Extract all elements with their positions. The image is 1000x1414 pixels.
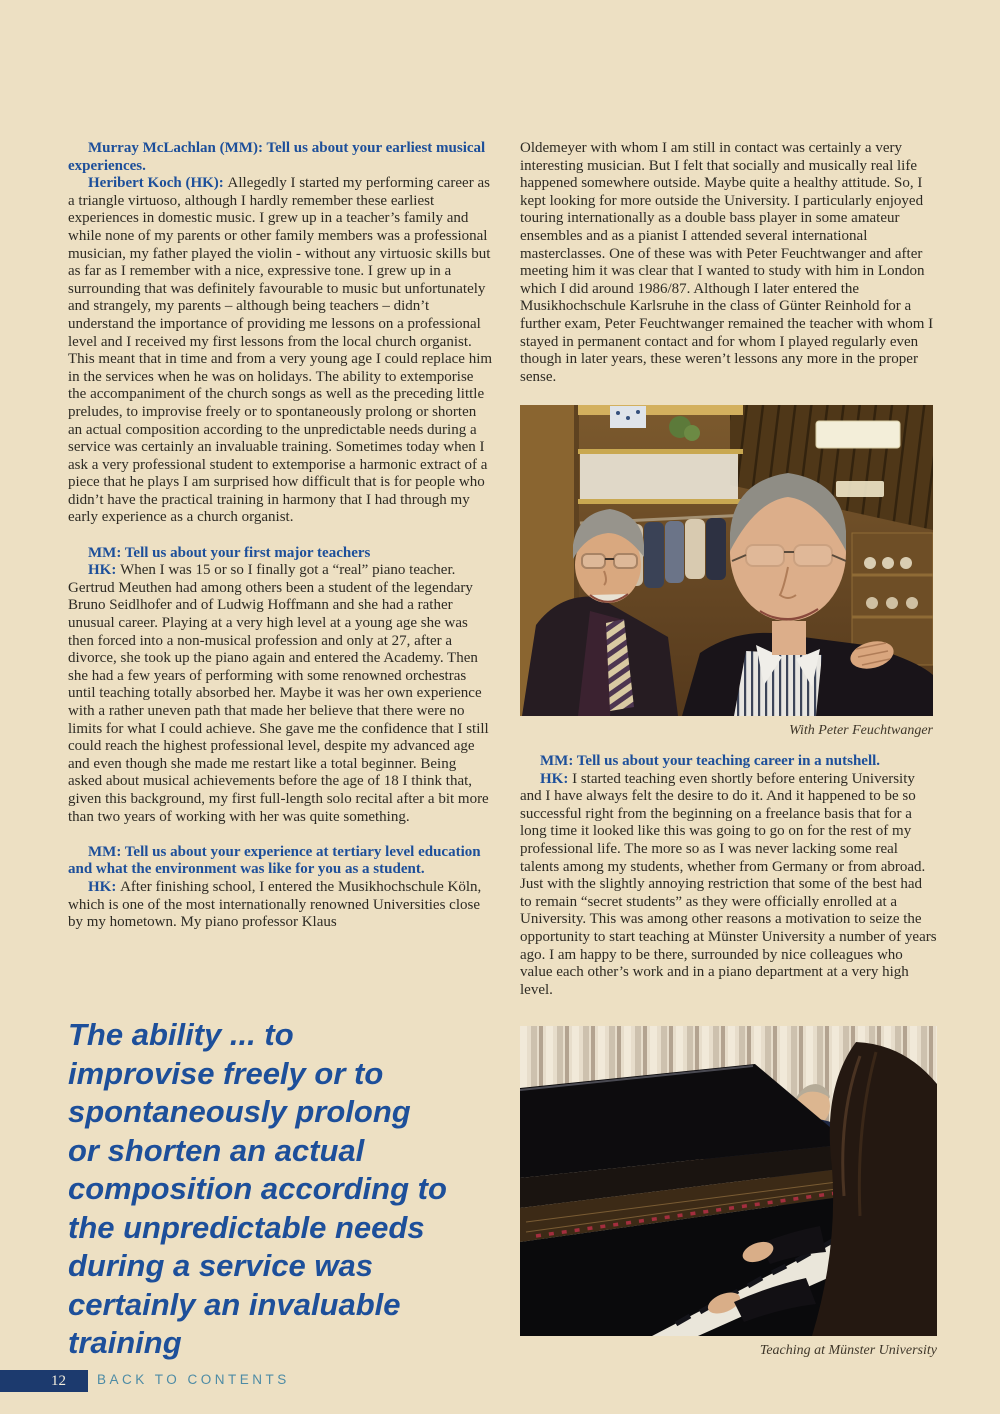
pull-quote-line: The ability ... to [68, 1017, 294, 1052]
back-to-contents-link[interactable]: BACK TO CONTENTS [97, 1372, 290, 1387]
interview-answer: Heribert Koch (HK): Allegedly I started my performing career as a triangle virtuoso, although I hardly remember these earliest experiences in domestic music. I grew up in a teacher’s family and while none of my parents or other family members was a professional musician, my father played the violin - without any virtuosic skills but as far as I remember with a nice, expressive tone. I grew up in a surrounding that was definitely favourable to music but unfortunately and strangely, my parents – although being teachers – didn’t understand the importance of providing me lessons on a professional level and I received my first lessons from the local church organist. This meant that in time and from a very young age I could replace him in the services when he was on holidays. The ability to extemporise the accompaniment of the church songs as well as the preceding little preludes, to improvise freely or to spontaneously prolong or shorten an actual composition according to the unpredictable needs during a service was certainly an invaluable training. Sometimes today when I ask a very professional student to extemporise a harmonic extract of a piece that he plays I am surprised how difficult that is for people who didn’t have the practical training in harmony that I had through my early experience as a church organist. [68, 175, 493, 526]
speaker-label: HK: [88, 878, 121, 895]
speaker-label: HK: [540, 770, 573, 787]
interview-question: MM: Tell us about your first major teachers [88, 544, 371, 561]
speaker-label: MM: [540, 753, 577, 769]
ceiling-light-panel [816, 421, 900, 448]
interview-answer: HK: I started teaching even shortly before entering University and I have always felt the desire to do it. And it happened to be so successful right from the beginning on a freelance basis that for a long time it looked like this was going to go on for the rest of my professional life. The more so as I was never lacking some real talents among my students, whether from Germany or from abroad. Just with the slightly annoying restriction that some of the best had to remain “secret students” as they were officially enrolled at a University. This was among other reasons a motivation to seize the opportunity to start teaching at Münster University a number of years ago. I am happy to be there, surrounded by nice colleagues who value each other’s work and in a piano department at a very high level. [520, 770, 937, 998]
interview-question: Murray McLachlan (MM): Tell us about your earliest musical experiences. [68, 140, 486, 174]
interview-answer: HK: After finishing school, I entered the Musikhochschule Köln, which is one of the most internationally renowned Universities close by my hometown. My piano professor Klaus [68, 878, 482, 931]
pull-quote-line: composition according to [68, 1171, 447, 1206]
pull-quote-line: or shorten an actual [68, 1132, 365, 1168]
page-number: 12 [51, 1373, 66, 1389]
page-number-bar [0, 1370, 88, 1392]
speaker-label: Heribert Koch (HK): [88, 175, 228, 192]
photo-with-peter-feuchtwanger-illustration [520, 405, 933, 716]
interview-answer: Oldemeyer with whom I am still in contact was certainly a very interesting musician. But I felt that socially and musically real life happened somewhere outside. Maybe quite a healthy attitude. So, I kept looking for more outside the University. I particularly enjoyed touring internationally as a double bass player in some amateur ensembles and as a pianist I attended several international masterclasses. One of these was with Peter Feuchtwanger and after meeting him it was clear that I wanted to study with him in London which I did around 1986/87. Although I later entered the Musikhochschule Karlsruhe in the class of Günter Reinhold for a further exam, Peter Feuchtwanger remained the teacher with whom I stayed in permanent contact and for whom I played regularly even though in later years, these weren’t lessons any more in the proper sense. [520, 140, 934, 385]
pull-quote-line: during a service was [68, 1248, 373, 1283]
interview-question: MM: Tell us about your teaching career in a nutshell. [540, 753, 881, 769]
pull-quote [68, 1016, 528, 1363]
ceiling-light-panel [836, 481, 884, 497]
photo-caption: With Peter Feuchtwanger [789, 723, 933, 738]
speaker-label: Murray McLachlan (MM): [88, 140, 267, 156]
pull-quote-line: training [68, 1325, 182, 1360]
pull-quote-line: spontaneously prolong [68, 1094, 411, 1129]
pull-quote-line: improvise freely or to [68, 1055, 384, 1091]
speaker-label: MM: [88, 843, 125, 860]
photo-caption: Teaching at Münster University [759, 1343, 937, 1358]
right-text-column-bottom [520, 753, 937, 999]
photo-teaching-at-muenster [520, 1026, 937, 1359]
interview-question: MM: Tell us about your experience at tertiary level education and what the environment was like for you as a student. [68, 843, 481, 878]
left-text-column [68, 140, 493, 932]
speaker-label: HK: [88, 562, 121, 579]
speaker-label: MM: [88, 544, 125, 561]
interview-answer: HK: When I was 15 or so I finally got a “real” piano teacher. Gertrud Meuthen had among others been a student of the legendary Bruno Seidlhofer and of Ludwig Hoffmann and she had a rather unusual career. Playing at a very high level at a young age she was then forced into a non-musical profession and only at 27, after a divorce, she took up the piano again and entered the Academy. Then she had a few years of performing with some renowned orchestras until teaching totally absorbed her. Maybe it was her own experience with a rather uneven path that made her believe that there were no limits for what I could achieve. She gave me the confidence that I still could reach the highest professional level, despite my advanced age and even though she made me restart like a total beginner. Being asked about musical achievements before the age of 18 I think that, given this background, my first full-length solo recital after a bit more than two years of working with her was quite something. [68, 562, 489, 825]
photo-with-peter-feuchtwanger [520, 405, 933, 739]
photo-teaching-illustration [520, 1026, 937, 1336]
pull-quote-line: certainly an invaluable [68, 1286, 401, 1322]
pull-quote-line: the unpredictable needs [68, 1209, 425, 1245]
right-text-column-top [520, 140, 937, 386]
